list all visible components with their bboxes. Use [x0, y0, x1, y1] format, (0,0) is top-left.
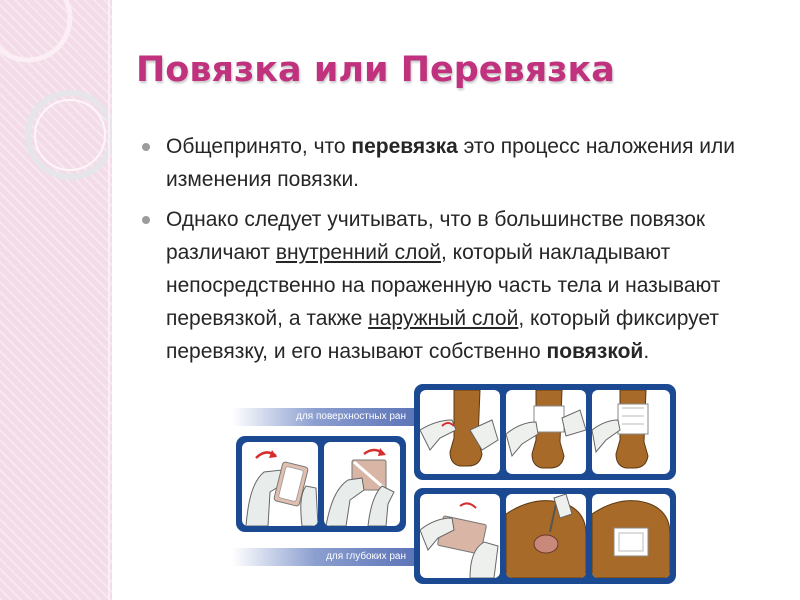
gauze-hands-image	[242, 442, 318, 526]
slide-title: Повязка или Перевязка	[136, 50, 615, 90]
paw-cleaning-image	[420, 390, 500, 474]
bullet-list	[140, 130, 780, 375]
text-run: Однако следует учитывать, что в большинстве повязок различают	[166, 208, 706, 264]
package-hands-image	[420, 494, 500, 578]
bold-term: повязкой	[546, 340, 644, 363]
bullet-dot-icon	[142, 143, 150, 151]
decorative-rings	[0, 0, 112, 600]
bold-term: перевязка	[351, 135, 458, 158]
text-run: это процесс наложения или изменения повязки.	[166, 135, 736, 191]
text-run: .	[643, 340, 650, 363]
paw-pad-image	[506, 390, 586, 474]
bandaging-illustration	[232, 384, 677, 584]
panel-gauze-placing	[324, 442, 400, 526]
underlined-term: наружный слой	[368, 307, 519, 330]
panel-cleaning-paw	[420, 390, 500, 474]
gauze-hands-image	[324, 442, 400, 526]
panel-gauze-opening	[242, 442, 318, 526]
body-pad-image	[592, 494, 670, 578]
label-superficial-wounds: для поверхностных ран	[232, 408, 416, 426]
panel-wrapped-paw	[592, 390, 670, 474]
decorative-sidebar	[0, 0, 112, 600]
bullet-dot-icon	[142, 216, 150, 224]
body-wound-image	[506, 494, 586, 578]
underlined-term: внутренний слой	[275, 241, 441, 264]
bullet-layers	[140, 203, 780, 368]
panel-opening-package	[420, 494, 500, 578]
sidebar-edge	[108, 0, 110, 600]
paw-wrapped-image	[592, 390, 670, 474]
label-deep-wounds: для глубоких ран	[232, 548, 416, 566]
text-run: , который накладывают непосредственно на пораженную часть тела и называют перевязкой, а также	[166, 241, 721, 330]
frame-left	[236, 436, 406, 532]
text-run: , который фиксирует перевязку, и его называют собственно	[166, 307, 720, 363]
panel-applying-pad	[506, 390, 586, 474]
text-run: Общепринято, что	[166, 135, 352, 158]
panel-wound-cleaning	[506, 494, 586, 578]
frame-superficial-dressing	[414, 384, 676, 480]
bullet-definition	[140, 130, 780, 196]
panel-pad-on-wound	[592, 494, 670, 578]
frame-deep-dressing	[414, 488, 676, 584]
